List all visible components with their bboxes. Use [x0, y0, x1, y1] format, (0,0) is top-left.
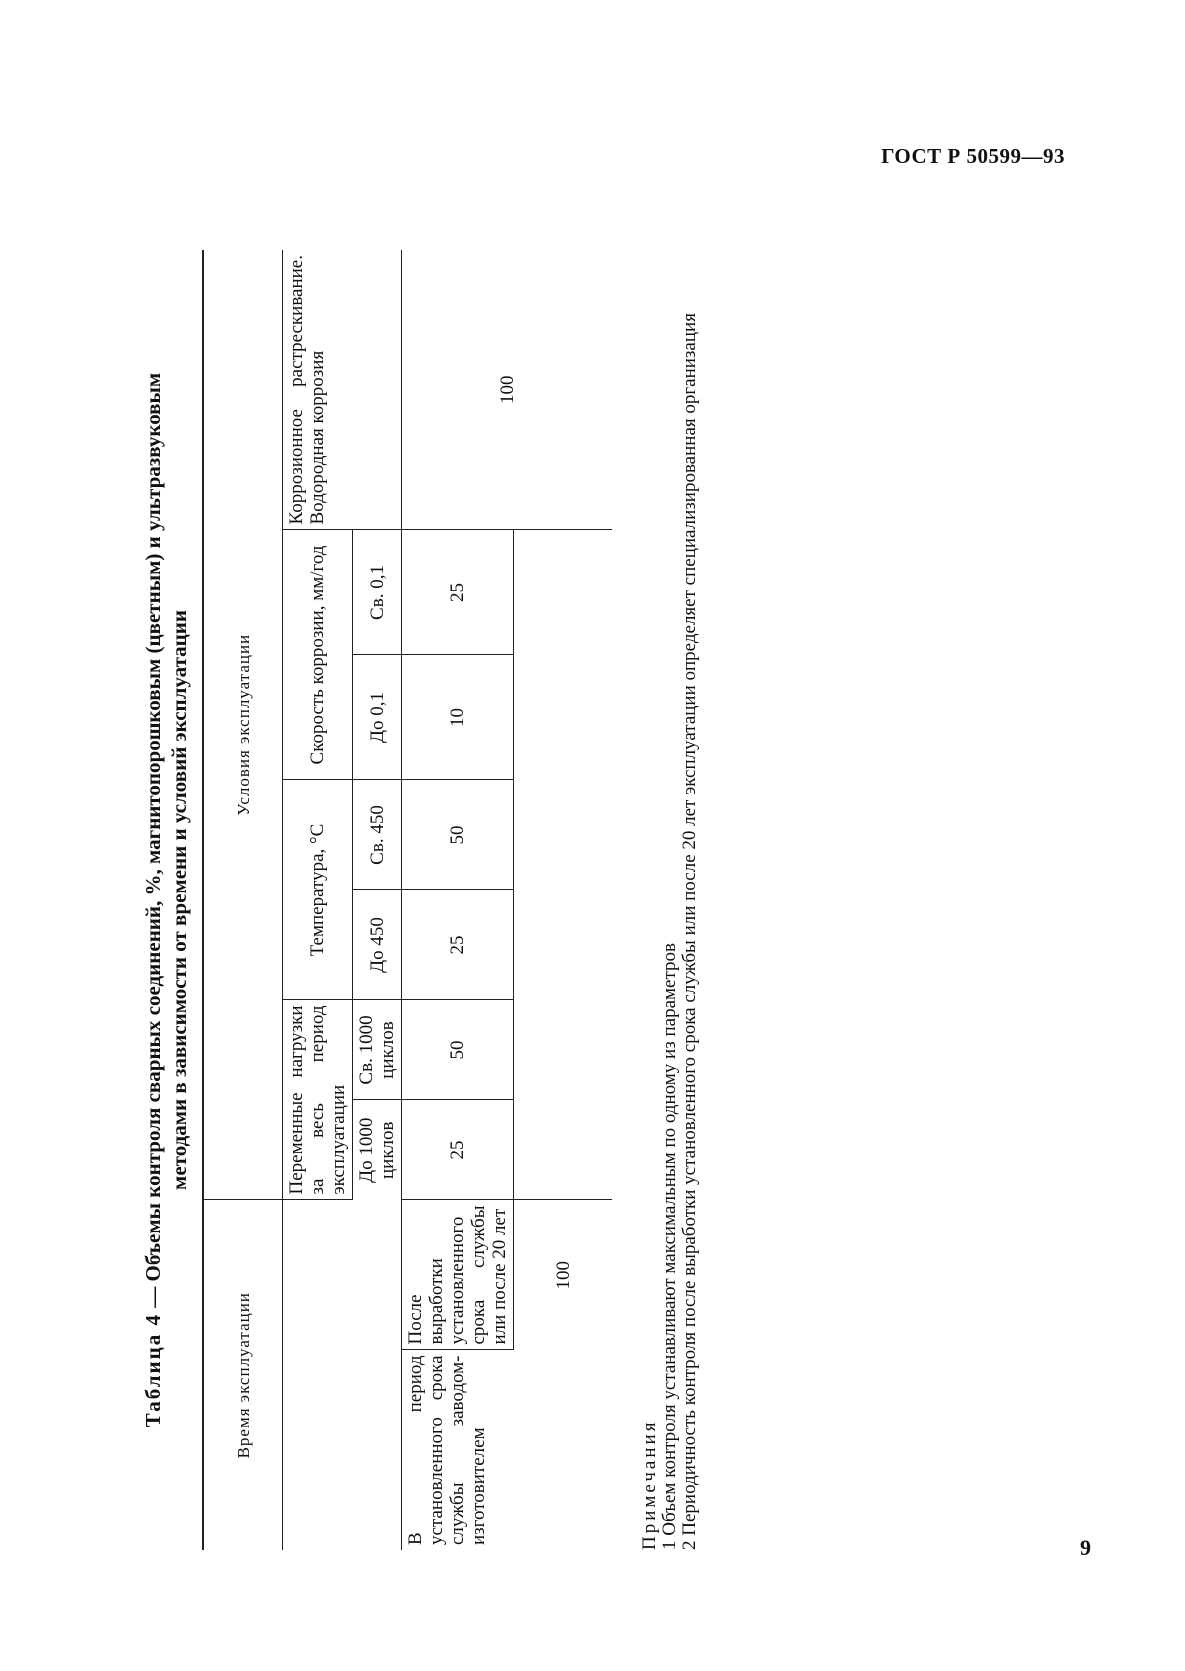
page-number: 9 [1080, 1535, 1091, 1560]
caption-label: Таблица 4 [141, 1313, 165, 1428]
sub-loads-2: Св. 1000 циклов [353, 1000, 402, 1100]
header-time: Время эксплуатации [203, 1200, 283, 1550]
cell-value: 50 [402, 780, 514, 890]
header-loads: Переменные нагрузки за весь период эксплуатации [283, 1000, 353, 1200]
header-time-blank [283, 1200, 402, 1550]
table-caption [140, 230, 192, 1570]
note-item: 2 Периодичность контроля после выработки установленного срока службы или после 20 лет эксплуатации определяет специализированная организация [679, 313, 700, 1550]
sub-loads-1: До 1000 циклов [353, 1100, 402, 1200]
cell-value: 100 [514, 1200, 613, 1350]
notes-title: Примечания [639, 1419, 660, 1550]
header-corrosion-speed: Скорость коррозии, мм/год [283, 530, 353, 780]
header-conditions: Условия эксплуатации [203, 250, 283, 1200]
cell-value: 50 [402, 1000, 514, 1100]
row-time-period: В период установленного срока службы заводом-изготовителем [405, 1355, 489, 1545]
cell-value: 25 [402, 1100, 514, 1200]
sub-speed-1: До 0,1 [353, 655, 402, 780]
table-row [402, 250, 514, 1550]
notes [640, 250, 700, 1550]
rotated-content [140, 230, 750, 1570]
cell-value: 10 [402, 655, 514, 780]
sub-temp-1: До 450 [353, 890, 402, 1000]
cell-value: 100 [402, 250, 613, 530]
row-blank [514, 530, 613, 1200]
cell-value: 25 [402, 890, 514, 1000]
note-item: 1 Объем контроля устанавливают максимальным по одному из параметров [659, 943, 680, 1550]
caption-line-2: методами в зависимости от времени и условий эксплуатации [167, 610, 191, 1190]
caption-line-1 [140, 230, 166, 1570]
sub-speed-2: Св. 0,1 [353, 530, 402, 655]
header-temperature: Температура, °С [283, 780, 353, 1000]
standard-code: ГОСТ Р 50599—93 [881, 144, 1065, 168]
cell-value: 25 [402, 530, 514, 655]
header-corrosion-cracking: Коррозионное растрескивание. Водородная коррозия [283, 250, 402, 530]
sub-temp-2: Св. 450 [353, 780, 402, 890]
data-table [202, 250, 612, 1550]
row-time-after: После выработки установленного срока службы или после 20 лет [402, 1200, 514, 1350]
caption-text-1: — Объемы контроля сварных соединений, %, магнитопорошковым (цветным) и ультразвуковым [141, 372, 165, 1314]
